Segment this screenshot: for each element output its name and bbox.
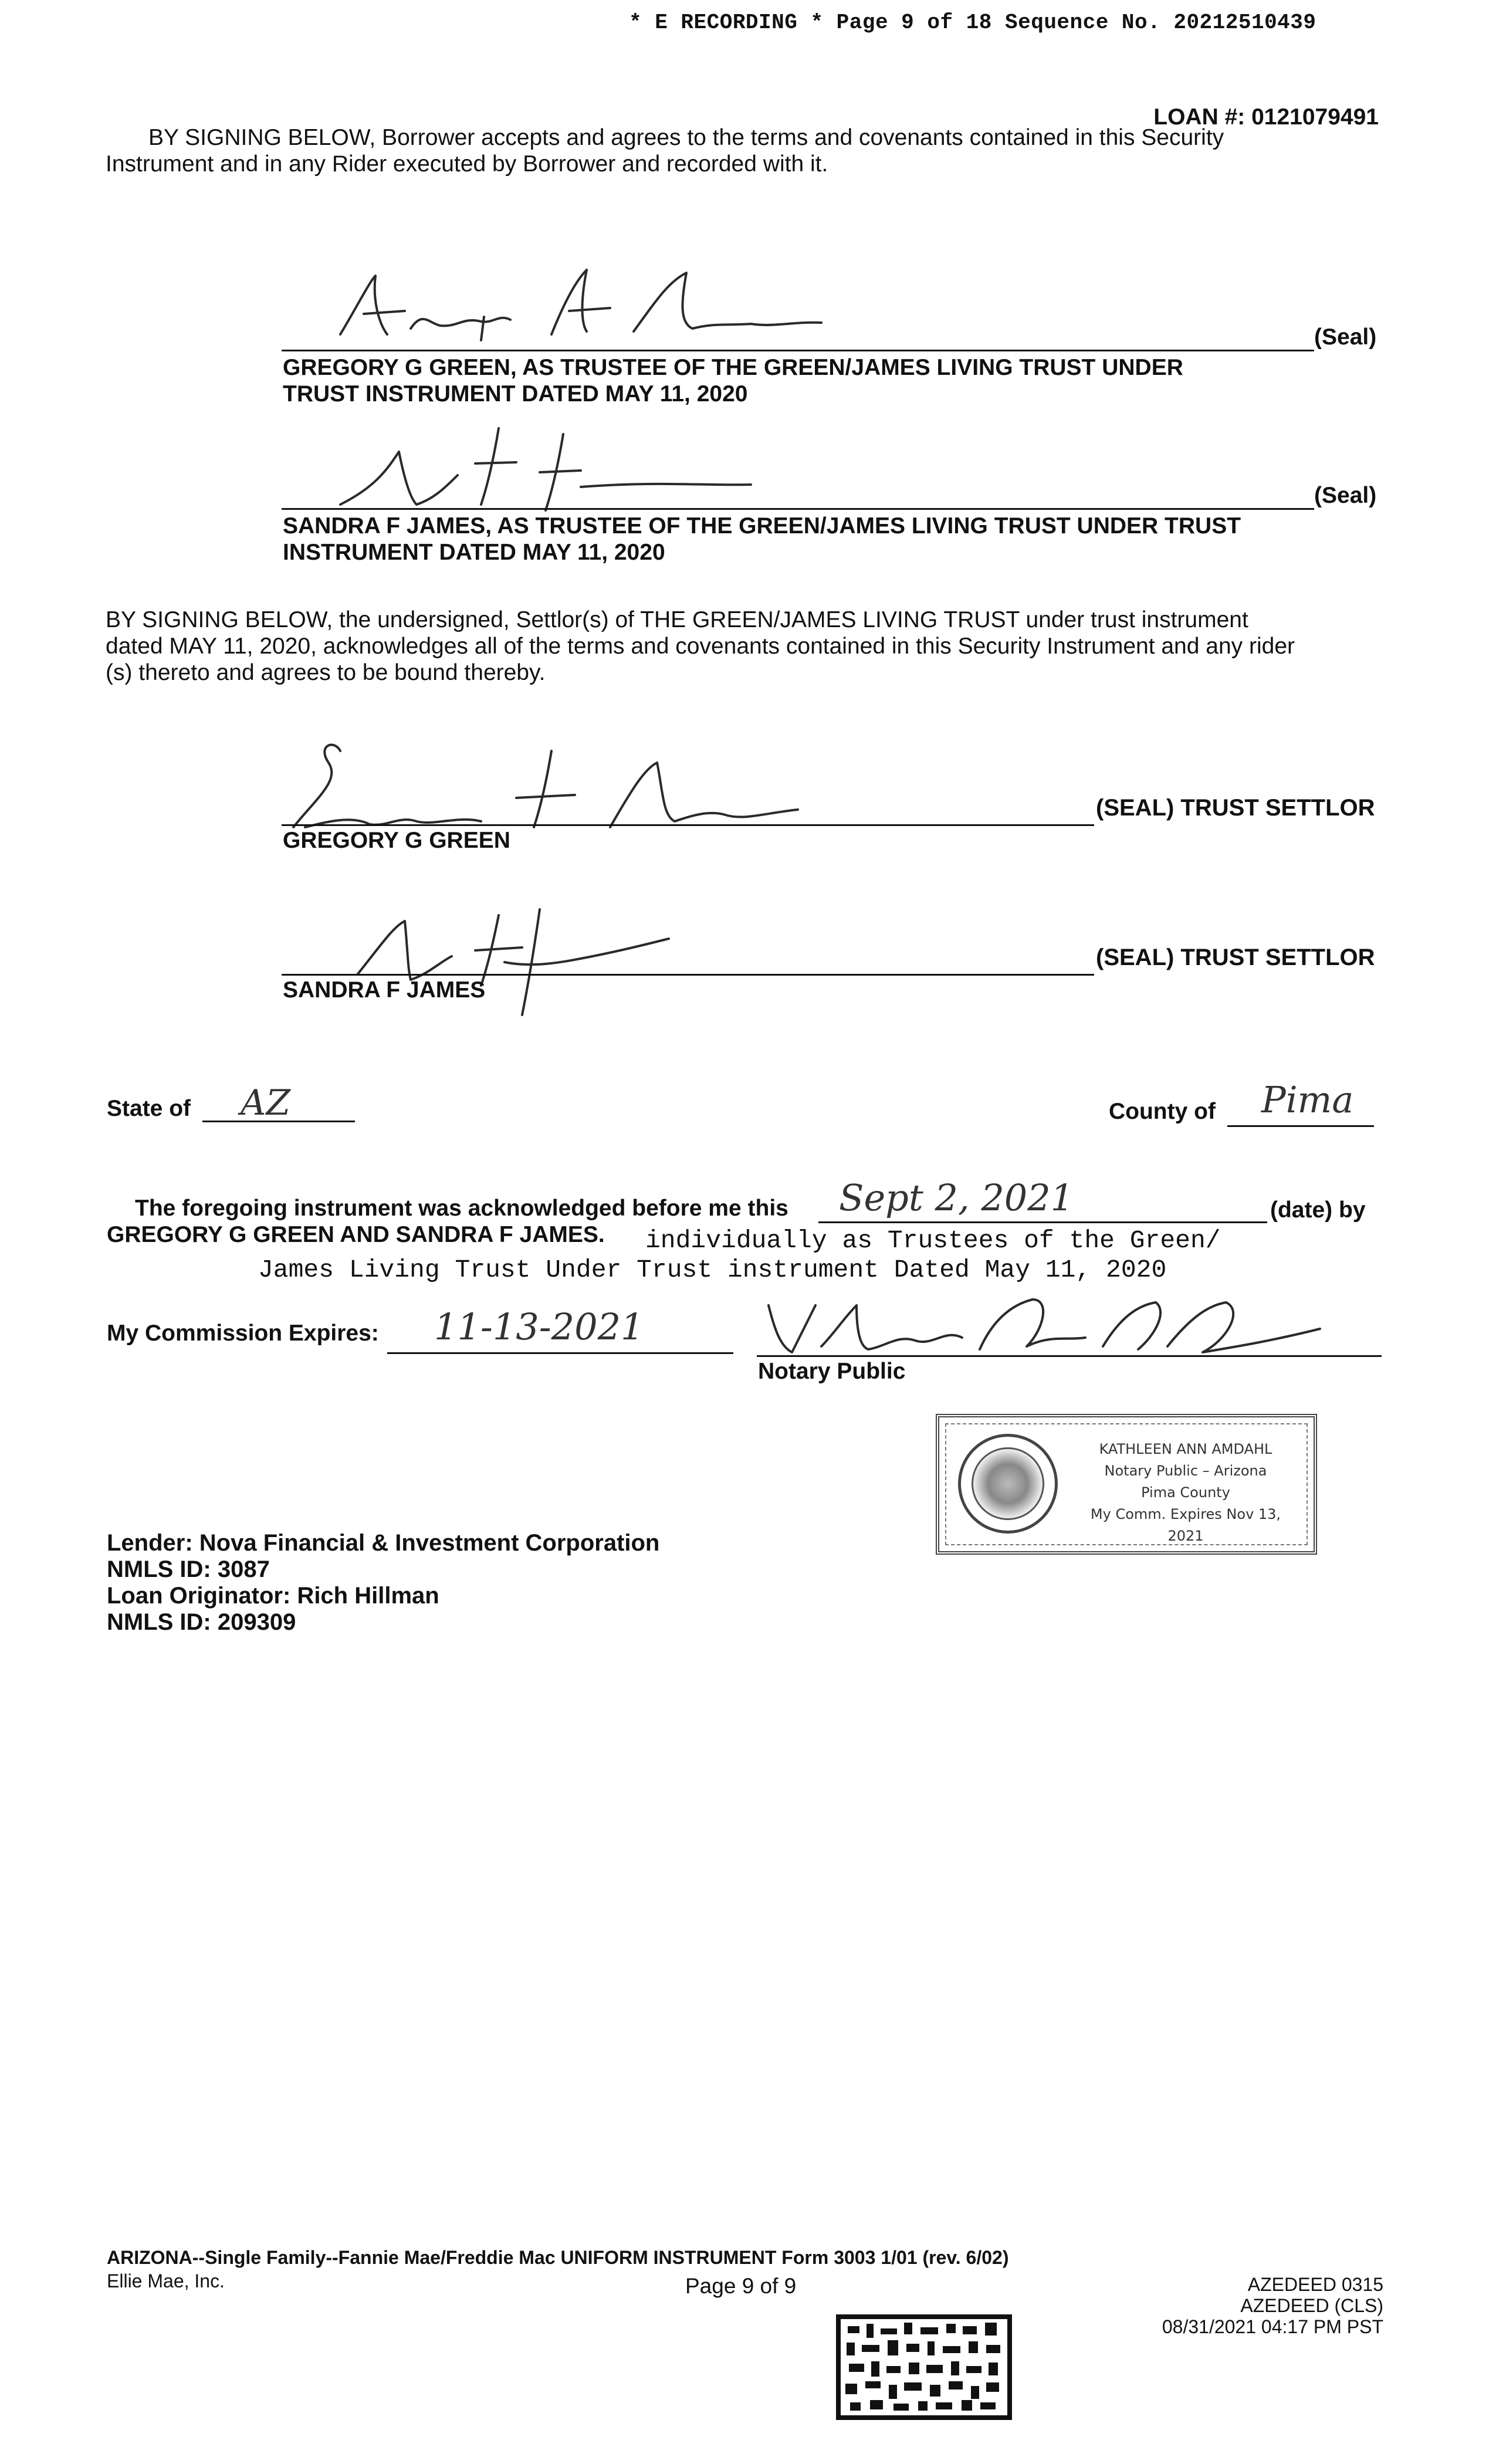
stamp-title: Notary Public – Arizona <box>1104 1463 1267 1479</box>
signature-line <box>282 974 1094 976</box>
settlor-role-label: (SEAL) TRUST SETTLOR <box>1096 795 1375 821</box>
signature-line <box>282 508 1314 510</box>
form-codes <box>1162 2274 1383 2337</box>
paragraph-line: BY SIGNING BELOW, the undersigned, Settlor(s) of THE GREEN/JAMES LIVING TRUST under trust instrument <box>106 607 1248 632</box>
notary-public-label: Notary Public <box>758 1359 906 1384</box>
settlor-acknowledgment-paragraph <box>106 607 1408 686</box>
stamp-county: Pima County <box>1141 1484 1230 1501</box>
notary-signature-line <box>757 1355 1382 1357</box>
paragraph-line: BY SIGNING BELOW, Borrower accepts and agrees to the terms and covenants contained in this Security <box>148 125 1224 150</box>
recording-header: * E RECORDING * Page 9 of 18 Sequence No. 20212510439 <box>629 11 1316 35</box>
seal-label: (Seal) <box>1314 324 1377 350</box>
form-title: ARIZONA--Single Family--Fannie Mae/Freddie Mac UNIFORM INSTRUMENT Form 3003 1/01 (rev. 6/02) <box>107 2247 1009 2268</box>
county-label: County of <box>1109 1099 1216 1124</box>
signature-line <box>282 824 1094 826</box>
typed-trustee-capacity-line1: individually as Trustees of the Green/ <box>645 1226 1221 1255</box>
notary-stamp <box>936 1414 1317 1555</box>
trustee-name-gregory <box>283 354 1368 407</box>
trustee-name-line: INSTRUMENT DATED MAY 11, 2020 <box>283 540 665 565</box>
typed-trustee-capacity-line2: James Living Trust Under Trust instrument Dated May 11, 2020 <box>258 1255 1167 1284</box>
acknowledged-names: GREGORY G GREEN AND SANDRA F JAMES. <box>107 1222 605 1247</box>
trustee-name-line: GREGORY G GREEN, AS TRUSTEE OF THE GREEN/JAMES LIVING TRUST UNDER <box>283 355 1183 380</box>
county-value: Pima <box>1261 1078 1354 1121</box>
form-timestamp: 08/31/2021 04:17 PM PST <box>1162 2316 1383 2337</box>
lender-info <box>107 1530 659 1636</box>
page-number: Page 9 of 9 <box>685 2274 797 2298</box>
stamp-expiration: My Comm. Expires Nov 13, 2021 <box>1090 1506 1281 1544</box>
commission-expires-label: My Commission Expires: <box>107 1321 379 1346</box>
barcode-icon <box>836 2314 1012 2420</box>
state-label: State of <box>107 1096 191 1121</box>
stamp-text-block <box>1074 1439 1297 1547</box>
lender-nmls: NMLS ID: 3087 <box>107 1556 270 1582</box>
stamp-notary-name: KATHLEEN ANN AMDAHL <box>1099 1441 1272 1457</box>
notary-signature <box>757 1282 1343 1364</box>
signature-line <box>282 350 1314 351</box>
notary-seal-emblem <box>958 1434 1058 1534</box>
gregory-green-trustee-signature <box>305 258 833 346</box>
settlor-name-sandra: SANDRA F JAMES <box>283 977 486 1003</box>
trustee-name-line: SANDRA F JAMES, AS TRUSTEE OF THE GREEN/JAMES LIVING TRUST UNDER TRUST <box>283 513 1241 539</box>
commission-expires-value: 11-13-2021 <box>434 1305 644 1348</box>
settlor-role-label: (SEAL) TRUST SETTLOR <box>1096 945 1375 970</box>
paragraph-line: Instrument and in any Rider executed by Borrower and recorded with it. <box>106 151 828 177</box>
settlor-name-gregory: GREGORY G GREEN <box>283 828 510 853</box>
loan-number: LOAN #: 0121079491 <box>1153 104 1379 130</box>
sandra-james-trustee-signature <box>305 417 833 516</box>
paragraph-line: (s) thereto and agrees to be bound thereby. <box>106 660 546 685</box>
state-value: AZ <box>241 1082 291 1123</box>
seal-inner-ring <box>972 1447 1044 1520</box>
form-code: AZEDEED (CLS) <box>1240 2295 1383 2316</box>
paragraph-line: dated MAY 11, 2020, acknowledges all of the terms and covenants contained in this Security Instrument and any rider <box>106 634 1295 659</box>
county-field-line <box>1227 1125 1374 1127</box>
acknowledgment-prefix: The foregoing instrument was acknowledged before me this <box>135 1196 788 1221</box>
ack-date-value: Sept 2, 2021 <box>839 1176 1074 1219</box>
form-company: Ellie Mae, Inc. <box>107 2270 225 2292</box>
ack-date-line <box>818 1221 1267 1223</box>
form-code: AZEDEED 0315 <box>1247 2274 1383 2295</box>
loan-originator: Loan Originator: Rich Hillman <box>107 1583 439 1609</box>
borrower-acceptance-paragraph <box>106 124 1396 177</box>
seal-label: (Seal) <box>1314 483 1377 508</box>
acknowledgment-suffix: (date) by <box>1270 1197 1366 1223</box>
originator-nmls: NMLS ID: 209309 <box>107 1609 296 1635</box>
commission-field-line <box>387 1352 733 1354</box>
trustee-name-line: TRUST INSTRUMENT DATED MAY 11, 2020 <box>283 381 748 407</box>
trustee-name-sandra <box>283 513 1397 566</box>
lender-name: Lender: Nova Financial & Investment Corporation <box>107 1530 660 1556</box>
